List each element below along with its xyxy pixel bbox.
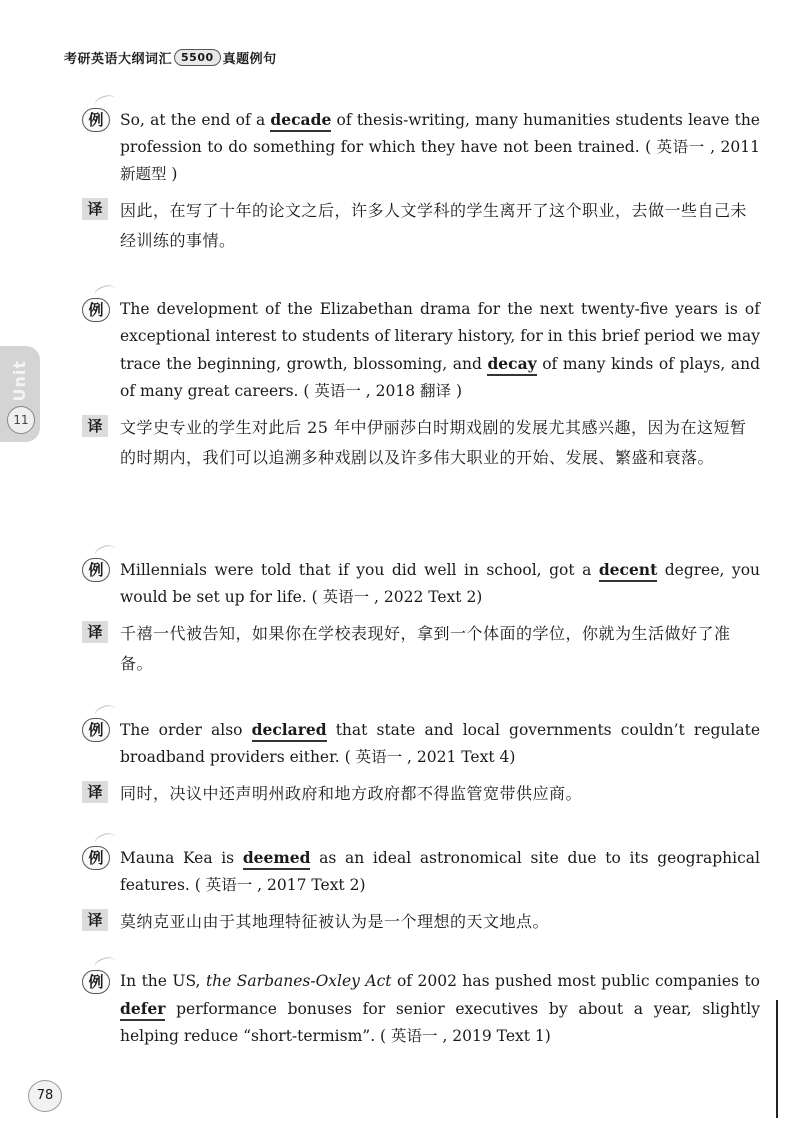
example-marker-icon: 例 xyxy=(82,298,110,322)
keyword: decent xyxy=(599,560,657,582)
example-sentence: Mauna Kea is deemed as an ideal astronomical site due to its geographical features. ( 英语一 , 2017 Text 2) xyxy=(120,848,760,894)
example-sentence: So, at the end of a decade of thesis-writing, many humanities students leave the profession to do something for which they have not been trained. ( 英语一 , 2011 新题型 ) xyxy=(120,110,760,183)
header-subtitle: 真题例句 xyxy=(222,52,277,67)
translation-text: 因此，在写了十年的论文之后，许多人文学科的学生离开了这个职业，去做一些自己未经训练的事情。 xyxy=(120,201,748,250)
translation-text: 文学史专业的学生对此后 25 年中伊丽莎白时期戏剧的发展尤其感兴趣，因为在这短暂的时期内，我们可以追溯多种戏剧以及许多伟大职业的开始、发展、繁盛和衰落。 xyxy=(120,418,747,467)
example-marker-icon: 例 xyxy=(82,970,110,994)
example-entry xyxy=(80,106,760,256)
translation-text: 千禧一代被告知，如果你在学校表现好，拿到一个体面的学位，你就为生活做好了准备。 xyxy=(120,624,731,673)
keyword: decay xyxy=(487,354,536,376)
translation-marker-icon: 译 xyxy=(82,198,108,220)
example-marker-icon: 例 xyxy=(82,108,110,132)
translation-marker-icon: 译 xyxy=(82,781,108,803)
example-marker-icon: 例 xyxy=(82,846,110,870)
example-sentence: The order also declared that state and local governments couldn’t regulate broadband providers either. ( 英语一 , 2021 Text 4) xyxy=(120,720,760,766)
example-entry xyxy=(80,968,760,1050)
example-sentence: The development of the Elizabethan drama for the next twenty-five years is of exceptional interest to students of literary history, for in this brief period we may trace the beginning, growth, blossoming, and decay of many kinds of plays, and of many great careers. ( 英语一 , 2018 翻译 ) xyxy=(120,300,760,400)
translation-marker-icon: 译 xyxy=(82,415,108,437)
unit-label: Unit xyxy=(10,360,29,402)
page-number: 78 xyxy=(28,1080,62,1112)
example-entry xyxy=(80,716,760,809)
running-header xyxy=(64,48,277,67)
translation-marker-icon: 译 xyxy=(82,621,108,643)
keyword: declared xyxy=(252,720,327,742)
header-title: 考研英语大纲词汇 xyxy=(64,52,173,67)
margin-rule xyxy=(776,1000,778,1118)
header-badge: 5500 xyxy=(174,49,221,66)
translation-marker-icon: 译 xyxy=(82,909,108,931)
translation-text: 同时，决议中还声明州政府和地方政府都不得监管宽带供应商。 xyxy=(120,784,583,803)
keyword: deemed xyxy=(243,848,311,870)
example-entry xyxy=(80,296,760,473)
example-marker-icon: 例 xyxy=(82,718,110,742)
keyword: decade xyxy=(270,110,331,132)
example-sentence: Millennials were told that if you did well in school, got a decent degree, you would be set up for life. ( 英语一 , 2022 Text 2) xyxy=(120,560,761,606)
act-title: the Sarbanes-Oxley Act xyxy=(205,972,392,990)
unit-side-tab xyxy=(0,346,40,442)
example-entry xyxy=(80,844,760,937)
keyword: defer xyxy=(120,999,165,1021)
unit-number: 11 xyxy=(7,406,35,434)
translation-text: 莫纳克亚山由于其地理特征被认为是一个理想的天文地点。 xyxy=(120,912,550,931)
example-entry xyxy=(80,556,760,679)
example-marker-icon: 例 xyxy=(82,558,110,582)
example-sentence: In the US, the Sarbanes-Oxley Act of 2002 has pushed most public companies to defer performance bonuses for senior executives by about a year, slightly helping reduce “short-termism”. ( 英语一 , 2019 Text 1) xyxy=(120,972,760,1045)
